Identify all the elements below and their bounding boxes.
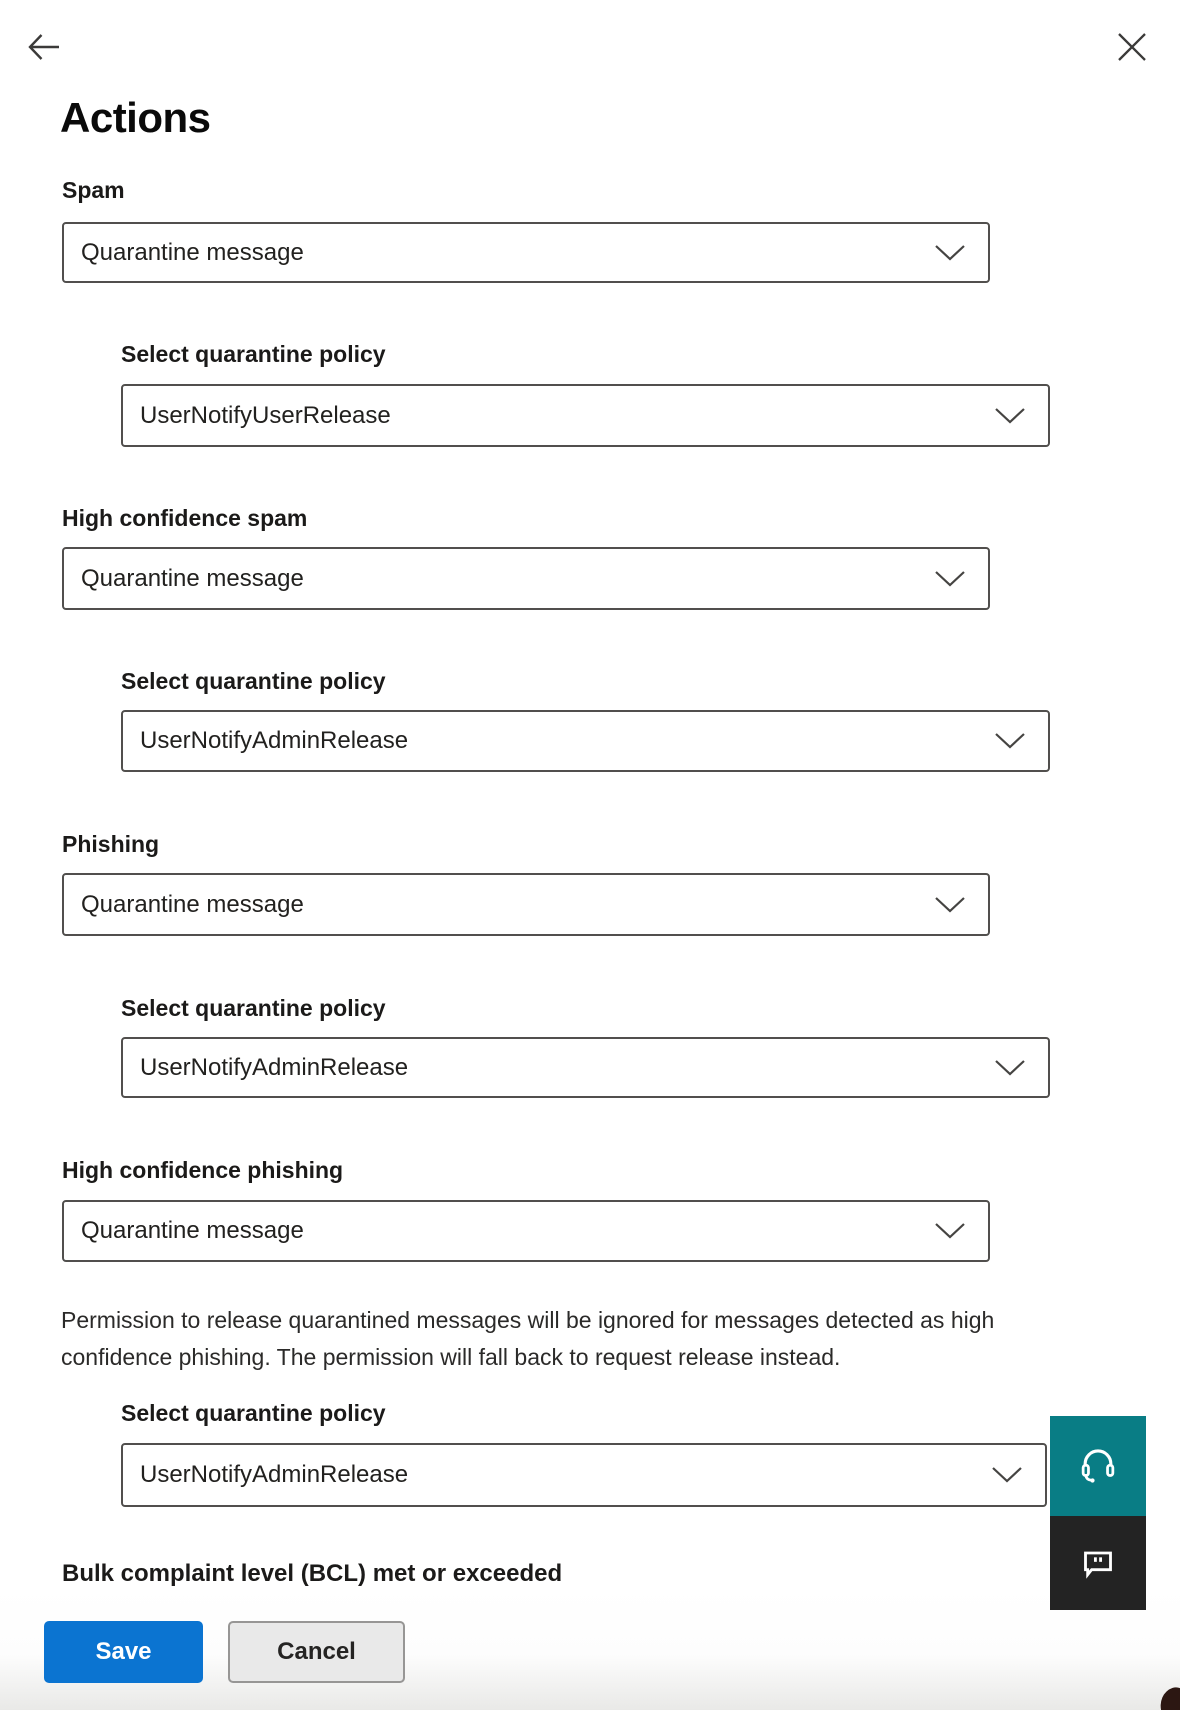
spam-action-value: Quarantine message <box>81 238 304 266</box>
chevron-down-icon <box>994 1059 1026 1077</box>
close-icon <box>1117 32 1147 62</box>
back-button[interactable] <box>22 26 66 68</box>
chevron-down-icon <box>934 1222 966 1240</box>
chevron-down-icon <box>934 244 966 262</box>
help-support-button[interactable] <box>1050 1416 1146 1516</box>
phishing-policy-dropdown[interactable] <box>121 1037 1050 1098</box>
spam-action-dropdown[interactable] <box>62 222 990 283</box>
phishing-policy-value: UserNotifyAdminRelease <box>140 1053 409 1081</box>
high-confidence-phishing-policy-value: UserNotifyAdminRelease <box>140 1461 409 1488</box>
chevron-down-icon <box>934 570 966 588</box>
high-confidence-phishing-note: Permission to release quarantined messages will be ignored for messages detected as high confidence phishing. The permission will fall back to request release instead. <box>61 1307 995 1370</box>
save-button[interactable]: Save <box>44 1621 203 1683</box>
spam-policy-label: Select quarantine policy <box>121 341 386 367</box>
high-confidence-phishing-action-value: Quarantine message <box>81 1217 304 1244</box>
left-arrow-icon <box>26 31 62 63</box>
phishing-label: Phishing <box>62 831 160 857</box>
spam-policy-value: UserNotifyUserRelease <box>140 401 391 429</box>
high-confidence-phishing-policy-dropdown[interactable] <box>121 1443 1047 1507</box>
phishing-action-value: Quarantine message <box>81 890 304 918</box>
high-confidence-spam-policy-dropdown[interactable] <box>121 710 1050 772</box>
high-confidence-spam-label: High confidence spam <box>62 505 308 531</box>
headset-icon <box>1076 1444 1120 1488</box>
phishing-policy-label: Select quarantine policy <box>121 995 386 1021</box>
chat-feedback-icon <box>1078 1543 1118 1583</box>
high-confidence-phishing-action-dropdown[interactable] <box>62 1200 990 1262</box>
high-confidence-spam-policy-value: UserNotifyAdminRelease <box>140 727 409 754</box>
feedback-button[interactable] <box>1050 1516 1146 1610</box>
high-confidence-spam-policy-label: Select quarantine policy <box>121 668 386 694</box>
footer-action-bar <box>0 1587 1180 1710</box>
chevron-down-icon <box>991 1466 1023 1484</box>
close-button[interactable] <box>1112 28 1152 66</box>
page-title: Actions <box>60 94 211 141</box>
spam-label: Spam <box>62 177 125 203</box>
high-confidence-phishing-label: High confidence phishing <box>62 1157 344 1183</box>
chevron-down-icon <box>994 732 1026 750</box>
chevron-down-icon <box>934 896 966 914</box>
chevron-down-icon <box>994 407 1026 425</box>
phishing-action-dropdown[interactable] <box>62 873 990 936</box>
bulk-complaint-level-label: Bulk complaint level (BCL) met or exceeded <box>62 1560 563 1587</box>
high-confidence-phishing-policy-label: Select quarantine policy <box>121 1400 386 1426</box>
high-confidence-spam-action-dropdown[interactable] <box>62 547 990 610</box>
spam-policy-dropdown[interactable] <box>121 384 1050 447</box>
cancel-button[interactable]: Cancel <box>228 1621 405 1683</box>
high-confidence-spam-action-value: Quarantine message <box>81 564 304 592</box>
